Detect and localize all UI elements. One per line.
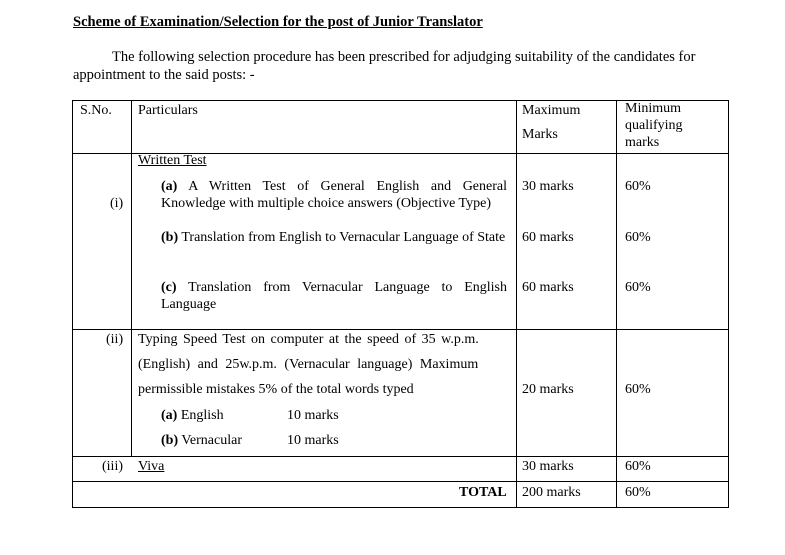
col-divider-sno <box>131 101 132 457</box>
row1-item-a-label: (a) <box>161 179 178 194</box>
row1-item-c <box>161 279 507 313</box>
header-particulars: Particulars <box>138 103 198 118</box>
row-divider-1 <box>73 329 728 330</box>
row1-item-b-max: 60 marks <box>522 230 574 245</box>
row3-text: Viva <box>138 459 165 474</box>
row-divider-3 <box>73 481 728 482</box>
intro-line-2: appointment to the said posts: - <box>73 67 255 83</box>
total-max: 200 marks <box>522 485 581 500</box>
row1-item-b <box>161 229 507 246</box>
col-divider-particulars <box>516 101 517 507</box>
header-min-qual-1: Minimum <box>625 101 682 116</box>
row1-item-a <box>161 178 507 212</box>
row2-min: 60% <box>625 382 651 397</box>
page-title: Scheme of Examination/Selection for the post of Junior Translator <box>73 14 483 30</box>
row2-sub-a-name: English <box>180 408 224 423</box>
row1-item-b-text: Translation from English to Vernacular Language of State <box>181 230 506 245</box>
row2-sub-b <box>161 432 242 449</box>
row1-item-c-label: (c) <box>161 280 177 295</box>
row1-item-b-label: (b) <box>161 230 179 245</box>
row2-line-2: (English) and 25w.p.m. (Vernacular language) Maximum <box>138 357 479 372</box>
col-divider-max <box>616 101 617 507</box>
row2-sub-a-label: (a) <box>161 408 178 423</box>
header-min-qual-3: marks <box>625 135 660 150</box>
total-min: 60% <box>625 485 651 500</box>
row-divider-2 <box>73 456 728 457</box>
row2-line-3: permissible mistakes 5% of the total words typed <box>138 382 414 397</box>
intro-line-1: The following selection procedure has been prescribed for adjudging suitability of the candidates for <box>112 49 696 65</box>
row2-line-1: Typing Speed Test on computer at the speed of 35 w.p.m. <box>138 332 479 347</box>
row1-item-a-text: A Written Test of General English and General Knowledge with multiple choice answers (Objective Type) <box>161 179 507 211</box>
row2-sub-b-marks: 10 marks <box>287 433 339 448</box>
row1-item-b-min: 60% <box>625 230 651 245</box>
row1-item-c-max: 60 marks <box>522 280 574 295</box>
row1-item-c-text: Translation from Vernacular Language to English Language <box>161 280 507 312</box>
header-min-qual-2: qualifying <box>625 118 683 133</box>
total-label: TOTAL <box>459 485 507 500</box>
row3-sno: (iii) <box>102 459 123 474</box>
row3-max: 30 marks <box>522 459 574 474</box>
row1-sno: (i) <box>110 196 124 211</box>
header-sno: S.No. <box>80 103 112 118</box>
header-max-marks-2: Marks <box>522 127 558 142</box>
row2-sub-b-name: Vernacular <box>181 433 243 448</box>
row2-sub-b-label: (b) <box>161 433 179 448</box>
row1-item-a-max: 30 marks <box>522 179 574 194</box>
row1-heading: Written Test <box>138 153 207 168</box>
row2-sno: (ii) <box>106 332 124 347</box>
header-max-marks-1: Maximum <box>522 103 581 118</box>
row3-min: 60% <box>625 459 651 474</box>
row2-max: 20 marks <box>522 382 574 397</box>
row2-sub-a-marks: 10 marks <box>287 408 339 423</box>
row2-sub-a <box>161 407 224 424</box>
selection-table <box>72 100 729 508</box>
row1-item-a-min: 60% <box>625 179 651 194</box>
row1-item-c-min: 60% <box>625 280 651 295</box>
